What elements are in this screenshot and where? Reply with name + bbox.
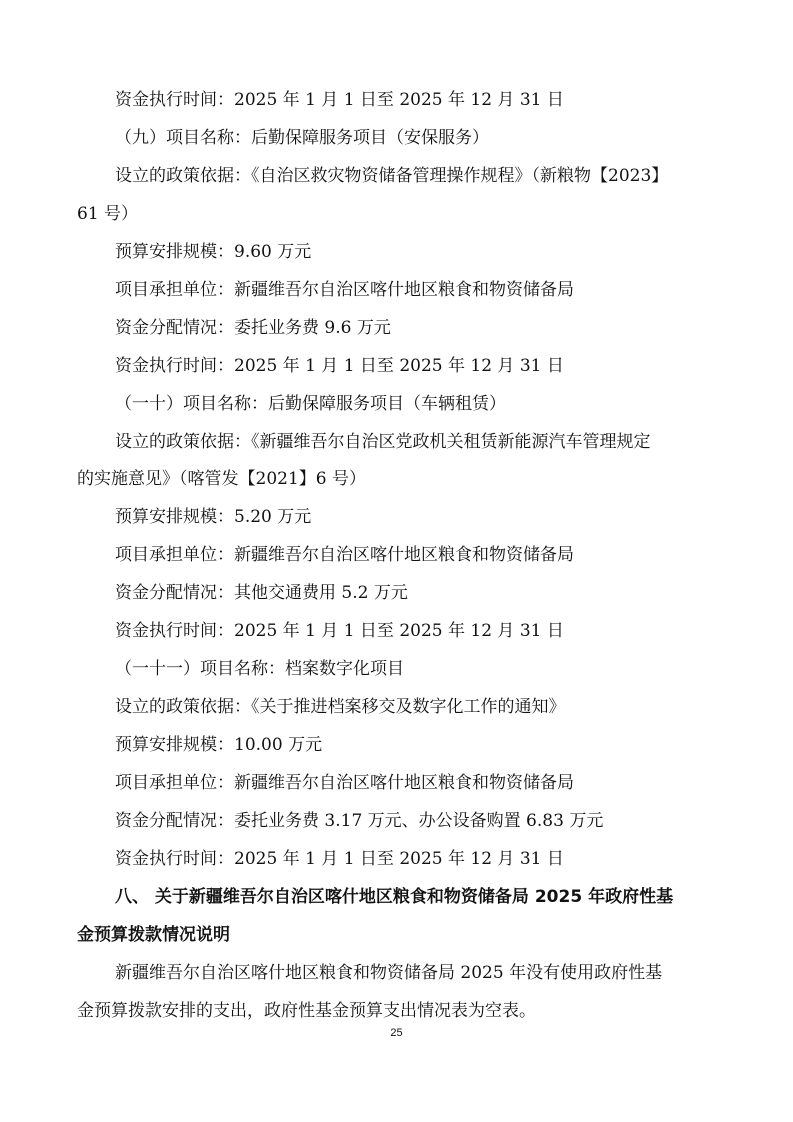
- text-line: 设立的政策依据：《自治区救灾物资储备管理操作规程》（新粮物【2023】: [115, 166, 669, 186]
- text-line: 资金分配情况：委托业务费 9.6 万元: [115, 318, 391, 338]
- text-line: 设立的政策依据：《关于推进档案移交及数字化工作的通知》: [115, 697, 566, 717]
- text-line: 项目承担单位：新疆维吾尔自治区喀什地区粮食和物资储备局: [115, 773, 574, 793]
- text-line: 资金执行时间：2025 年 1 月 1 日至 2025 年 12 月 31 日: [115, 621, 564, 641]
- text-line: 项目承担单位：新疆维吾尔自治区喀什地区粮食和物资储备局: [115, 545, 574, 565]
- chapter-heading: 金预算拨款情况说明: [77, 925, 230, 945]
- page-number: 25: [390, 1027, 403, 1039]
- text-line: 新疆维吾尔自治区喀什地区粮食和物资储备局 2025 年没有使用政府性基: [115, 963, 663, 983]
- text-line: 资金分配情况：委托业务费 3.17 万元、办公设备购置 6.83 万元: [115, 811, 604, 831]
- text-line: 61 号）: [77, 204, 139, 224]
- section-title: （一十）项目名称：后勤保障服务项目（车辆租赁）: [115, 394, 506, 414]
- text-line: 资金执行时间：2025 年 1 月 1 日至 2025 年 12 月 31 日: [115, 356, 564, 376]
- text-line: 设立的政策依据：《新疆维吾尔自治区党政机关租赁新能源汽车管理规定: [115, 432, 651, 452]
- text-line: 金预算拨款安排的支出，政府性基金预算支出情况表为空表。: [77, 1001, 536, 1021]
- text-line: 资金执行时间：2025 年 1 月 1 日至 2025 年 12 月 31 日: [115, 849, 564, 869]
- text-line: 的实施意见》（喀管发【2021】6 号）: [77, 469, 366, 489]
- text-line: 资金执行时间：2025 年 1 月 1 日至 2025 年 12 月 31 日: [115, 90, 564, 110]
- section-title: （一十一）项目名称：档案数字化项目: [115, 659, 404, 679]
- text-line: 预算安排规模：9.60 万元: [115, 242, 312, 262]
- text-line: 项目承担单位：新疆维吾尔自治区喀什地区粮食和物资储备局: [115, 280, 574, 300]
- text-line: 预算安排规模：10.00 万元: [115, 735, 323, 755]
- chapter-heading: 八、 关于新疆维吾尔自治区喀什地区粮食和物资储备局 2025 年政府性基: [115, 887, 674, 907]
- text-line: 预算安排规模：5.20 万元: [115, 507, 312, 527]
- text-line: 资金分配情况：其他交通费用 5.2 万元: [115, 583, 408, 603]
- section-title: （九）项目名称：后勤保障服务项目（安保服务）: [115, 128, 489, 148]
